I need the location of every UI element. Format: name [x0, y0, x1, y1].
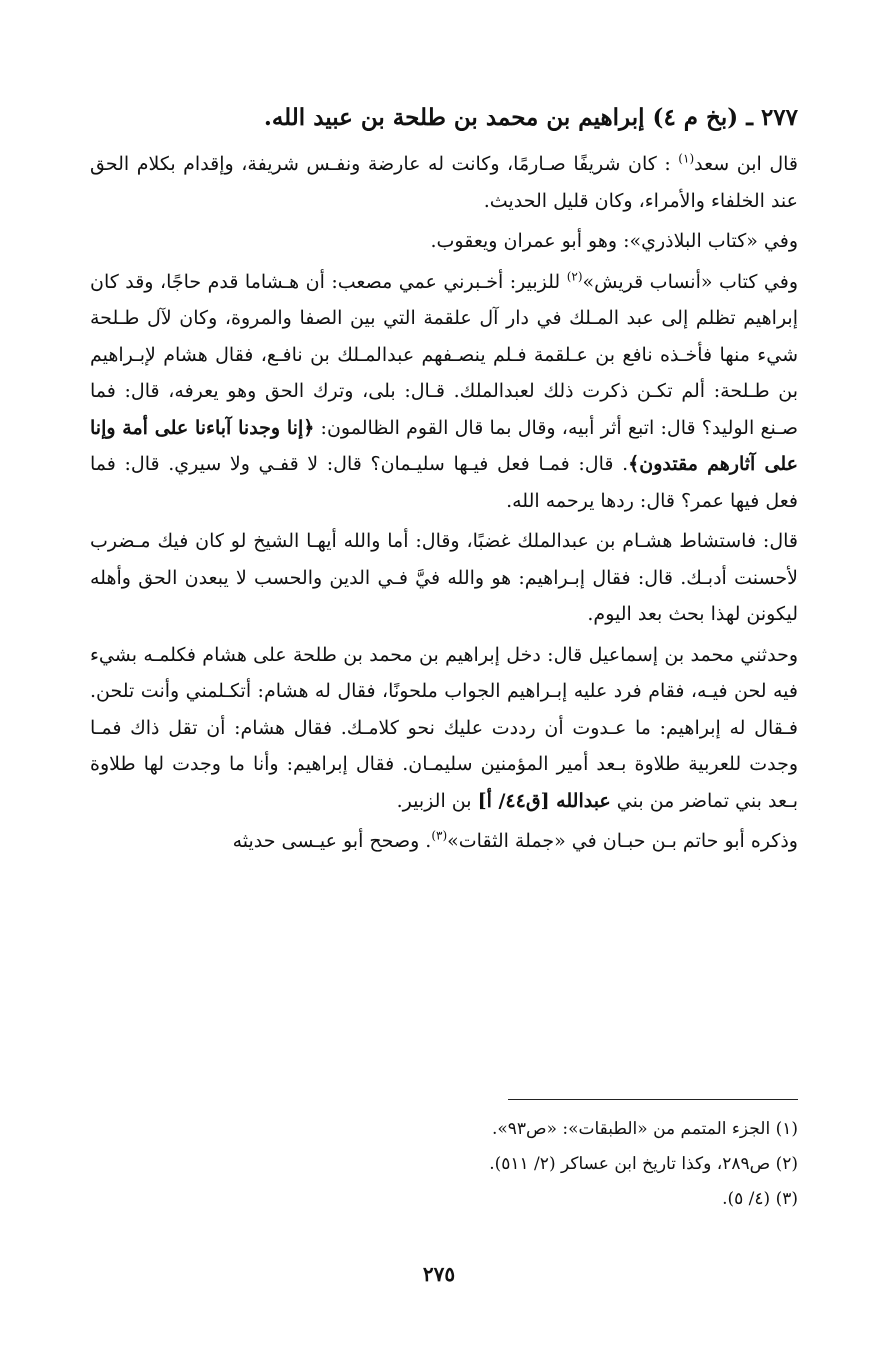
- paragraph-hisham-anger: قال: فاستشاط هشـام بن عبدالملك غضبًا، وقال: أما والله أيهـا الشيخ لو كان فيك مـضرب لأحسنت أدبـك. قال: فقال إبـراهيم: هو والله فيَّ فـي الدين والحسب لا يبعدن الحق وأهله ليكونن لهذا بحث بعد اليوم.: [90, 530, 798, 625]
- page-number: ٢٧٥: [422, 1262, 456, 1286]
- footnote-1: (١) الجزء المتمم من «الطبقات»: «ص٩٣».: [491, 1119, 798, 1139]
- footnote-divider: [508, 1099, 798, 1100]
- paragraph-baladhuri: وفي «كتاب البلاذري»: وهو أبو عمران ويعقوب.: [430, 230, 798, 252]
- paragraph-text: : كان شريفًا صـارمًا، وكانت له عارضة ونفـس شريفة، وإقدام بكلام الحق عند الخلفاء والأمراء، وكان قليل الحديث.: [90, 153, 798, 212]
- footnote-2: (٢) ص٢٨٩، وكذا تاريخ ابن عساكر (٢/ ٥١١).: [489, 1154, 798, 1174]
- paragraph-text: قال ابن سعد: [694, 153, 798, 175]
- paragraph-text: . وصحح أبو عيـسى حديثه: [232, 830, 432, 852]
- paragraph-text: . قال: فمـا فعل فيـها سليـمان؟ قال: لا قفـي ولا سيري. قال: فما فعل فيها عمر؟ قال: ردها يرحمه الله.: [90, 453, 798, 512]
- paragraph-text: وحدثني محمد بن إسماعيل قال: دخل إبراهيم بن محمد بن طلحة على هشام فكلمـه بشيء فيه لحن فيـه، فقام فرد عليه إبـراهيم الجواب ملحونًا، فقال له هشام: أتكـلمني وأنت تلحن. فـقال له إبراهيم: ما عـدوت أن رددت عليك نحو كلامـك. فقال هشام: أن تقل ذاك فمـا وجدت للعربية طلاوة بـعد أمير المؤمنين سليمـان. فقال إبراهيم: وأنا ما وجدت لها طلاوة بـعد بني تماضر من بني: [90, 643, 798, 812]
- footnote-ref-1: (١): [678, 151, 695, 166]
- paragraph-text: وذكره أبو حاتم بـن حبـان في «جملة الثقات»: [447, 830, 798, 852]
- footnote-3: (٣) (٤/ ٥).: [722, 1189, 798, 1209]
- paragraph-text: للزبير: أخـبرني عمي مصعب: أن هـشاما قدم حاجًا، وقد كان إبراهيم تظلم إلى عبد المـلك في دار آل علقمة التي بين الصفا والمروة، وكان لآل طـلحة شيء منها فأخـذه نافع بن عـلقمة فـلم ينصـفهم عبدالمـلك بن نافـع، فقال هشام لإبـراهيم بن طـلحة: ألم تكـن ذكرت ذلك لعبدالملك. قـال: بلى، وترك الحق وهو يعرفه، قال: فما صـنع الوليد؟ قال: اتبع أثر أبيه، وقال بما قال القوم الظالمون:: [90, 270, 798, 439]
- paragraph-text: بن الزبير.: [396, 789, 478, 812]
- paragraph-ibn-hibban: [90, 823, 798, 860]
- paragraph-ansab-quraysh: [90, 264, 798, 520]
- paragraph-ibn-saad: [90, 146, 798, 219]
- footnote-ref-3: (٣): [431, 828, 448, 843]
- paragraph-text: وفي كتاب «أنساب قريش»: [582, 270, 798, 293]
- quran-quote: ﴿إنا وجدنا آباءنا على أمة وإنا على آثارهم مقتدون﴾: [90, 416, 798, 475]
- manuscript-folio-marker: عبدالله [ق٤٤/ أ]: [477, 789, 611, 812]
- entry-title: ٢٧٧ ـ (بخ م ٤) إبراهيم بن محمد بن طلحة بن عبيد الله.: [263, 104, 798, 131]
- footnotes: [90, 1112, 798, 1217]
- paragraph-muhammad-ismail: [90, 637, 798, 820]
- footnote-ref-2: (٢): [566, 269, 583, 284]
